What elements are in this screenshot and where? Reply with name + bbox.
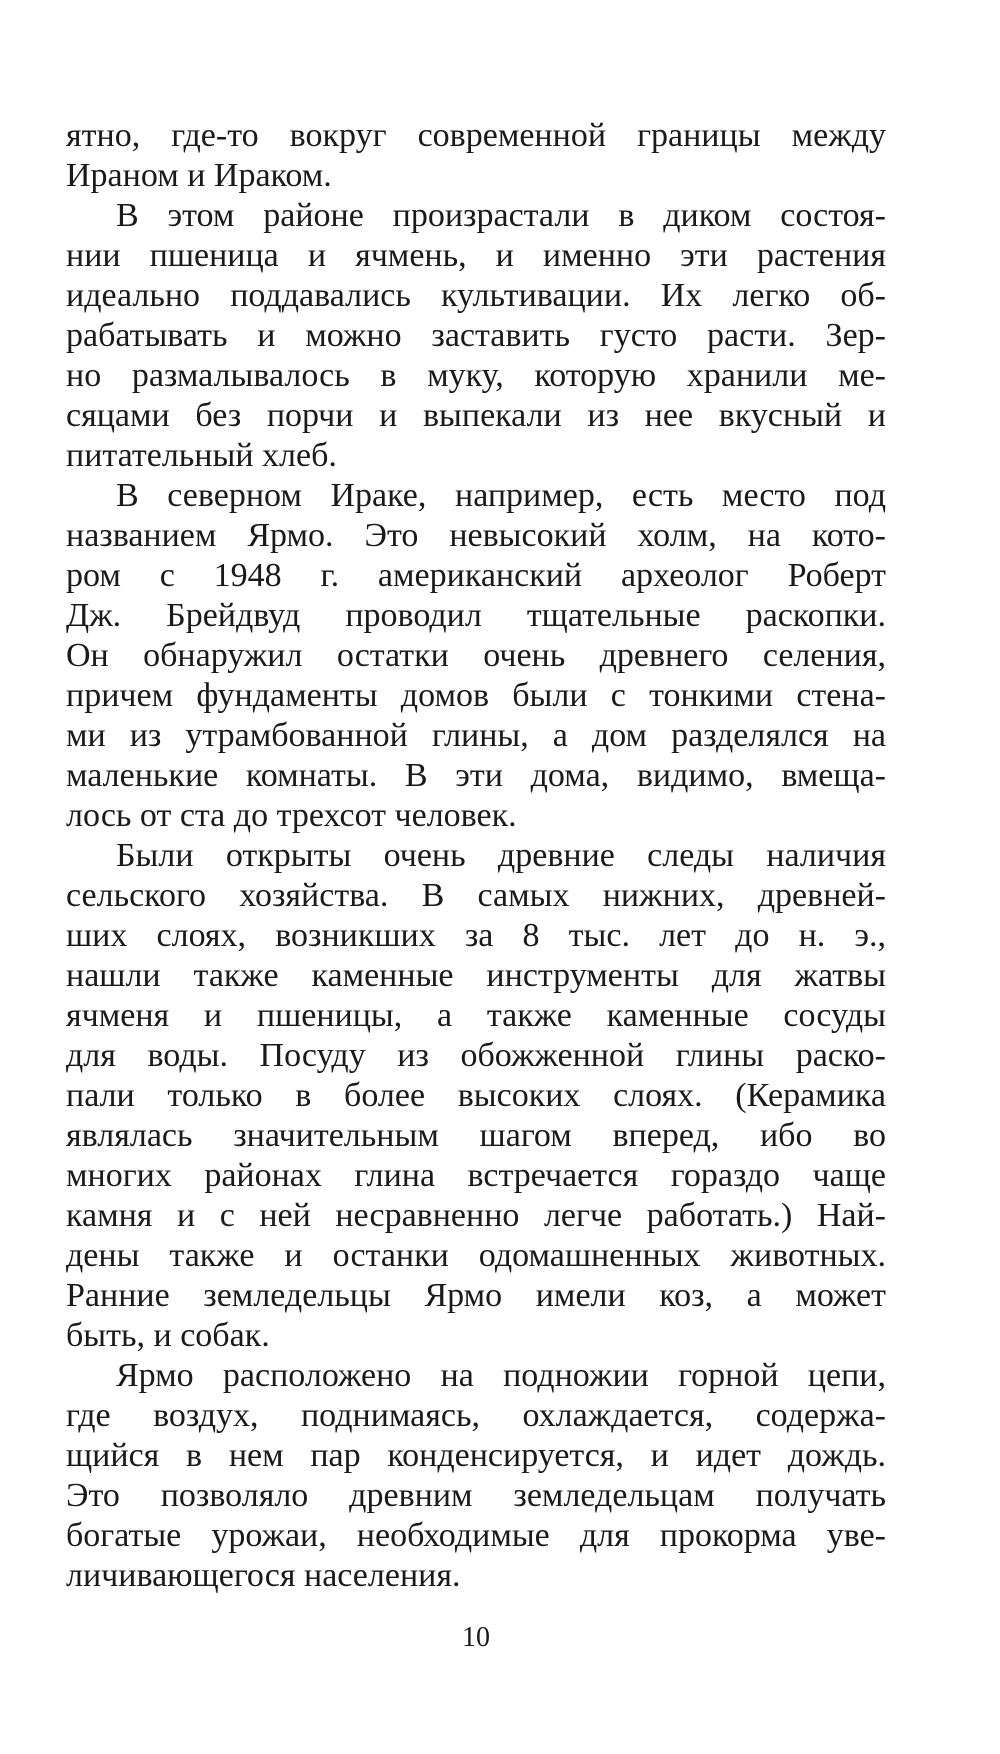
text-line: Ираном и Ираком. [66,157,332,194]
text-line: рабатывать и можно заставить густо расти. Зер- [66,317,886,354]
text-line: ми из утрамбованной глины, а дом разделялся на [66,717,886,754]
text-line: сельского хозяйства. В самых нижних, древней- [66,877,886,914]
text-line: Были открыты очень древние следы наличия [116,837,886,874]
text-line: ятно, где-то вокруг современной границы между [66,117,886,154]
text-line: Ярмо расположено на подножии горной цепи, [116,1357,886,1394]
text-line: камня и с ней несравненно легче работать.) Най- [66,1197,886,1234]
page-number: 10 [462,1622,490,1653]
text-line: нашли также каменные инструменты для жатвы [66,957,886,994]
text-line: ячменя и пшеницы, а также каменные сосуды [66,997,886,1034]
text-line: богатые урожаи, необходимые для прокорма уве- [66,1517,886,1554]
text-line: Дж. Брейдвуд проводил тщательные раскопки. [66,597,886,634]
text-line: идеально поддавались культивации. Их легко об- [66,277,886,314]
text-line: В северном Ираке, например, есть место под [116,477,886,514]
page-body [66,116,886,1596]
text-line: маленькие комнаты. В эти дома, видимо, вмеща- [66,757,886,794]
text-line: но размалывалось в муку, которую хранили ме- [66,357,886,394]
text-line: названием Ярмо. Это невысокий холм, на кото- [66,517,886,554]
text-line: Это позволяло древним земледельцам получать [66,1477,886,1514]
text-line: щийся в нем пар конденсируется, и идет дождь. [66,1437,886,1474]
text-line: личивающегося населения. [66,1557,461,1594]
text-line: нии пшеница и ячмень, и именно эти растения [66,237,886,274]
text-line: пали только в более высоких слоях. (Керамика [66,1077,886,1114]
text-line: Он обнаружил остатки очень древнего селения, [66,637,886,674]
text-line: Ранние земледельцы Ярмо имели коз, а может [66,1277,886,1314]
text-line: сяцами без порчи и выпекали из нее вкусный и [66,397,886,434]
paragraph [66,196,886,476]
text-line: ром с 1948 г. американский археолог Роберт [66,557,886,594]
text-line: для воды. Посуду из обожженной глины раско- [66,1037,886,1074]
text-line: быть, и собак. [66,1317,270,1354]
text-line: В этом районе произрастали в диком состоя- [116,197,886,234]
paragraph [66,1356,886,1596]
text-line: многих районах глина встречается гораздо чаще [66,1157,886,1194]
paragraph [66,476,886,836]
paragraph [66,836,886,1356]
text-line: дены также и останки одомашненных животных. [66,1237,886,1274]
paragraph [66,116,886,196]
text-line: питательный хлеб. [66,437,337,474]
text-line: лось от ста до трехсот человек. [66,797,517,834]
text-line: ших слоях, возникших за 8 тыс. лет до н. э., [66,917,886,954]
text-line: причем фундаменты домов были с тонкими стена- [66,677,886,714]
text-line: являлась значительным шагом вперед, ибо во [66,1117,886,1154]
text-line: где воздух, поднимаясь, охлаждается, содержа- [66,1397,886,1434]
